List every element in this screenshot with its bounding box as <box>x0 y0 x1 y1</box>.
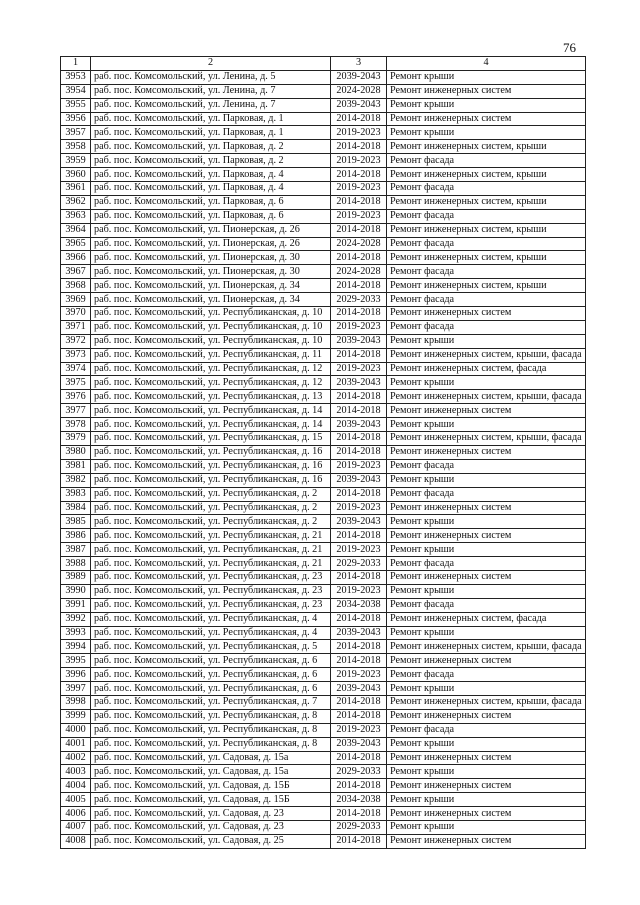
period-cell: 2014-2018 <box>331 112 387 126</box>
work-type-cell: Ремонт инженерных систем <box>387 807 586 821</box>
period-cell: 2014-2018 <box>331 834 387 848</box>
row-number-cell: 3973 <box>61 348 91 362</box>
work-type-cell: Ремонт крыши <box>387 515 586 529</box>
address-cell: раб. пос. Комсомольский, ул. Республиканская, д. 23 <box>91 598 331 612</box>
row-number-cell: 3969 <box>61 293 91 307</box>
table-row <box>61 765 586 779</box>
period-cell: 2014-2018 <box>331 432 387 446</box>
period-cell: 2014-2018 <box>331 404 387 418</box>
work-type-cell: Ремонт инженерных систем <box>387 529 586 543</box>
period-cell: 2014-2018 <box>331 223 387 237</box>
work-type-cell: Ремонт инженерных систем, крыши, фасада <box>387 348 586 362</box>
period-cell: 2019-2023 <box>331 584 387 598</box>
work-type-cell: Ремонт крыши <box>387 737 586 751</box>
period-cell: 2014-2018 <box>331 445 387 459</box>
row-number-cell: 3984 <box>61 501 91 515</box>
row-number-cell: 3997 <box>61 682 91 696</box>
row-number-cell: 3953 <box>61 70 91 84</box>
row-number-cell: 3954 <box>61 84 91 98</box>
work-type-cell: Ремонт фасада <box>387 320 586 334</box>
table-row <box>61 668 586 682</box>
table-row <box>61 154 586 168</box>
address-cell: раб. пос. Комсомольский, ул. Республиканская, д. 15 <box>91 432 331 446</box>
table-row <box>61 779 586 793</box>
column-header-period: 3 <box>331 57 387 71</box>
work-type-cell: Ремонт фасада <box>387 557 586 571</box>
address-cell: раб. пос. Комсомольский, ул. Пионерская, д. 34 <box>91 293 331 307</box>
period-cell: 2014-2018 <box>331 390 387 404</box>
period-cell: 2019-2023 <box>331 209 387 223</box>
address-cell: раб. пос. Комсомольский, ул. Пионерская, д. 26 <box>91 237 331 251</box>
table-row <box>61 237 586 251</box>
table-row <box>61 709 586 723</box>
address-cell: раб. пос. Комсомольский, ул. Садовая, д. 15Б <box>91 779 331 793</box>
row-number-cell: 3982 <box>61 473 91 487</box>
address-cell: раб. пос. Комсомольский, ул. Парковая, д. 1 <box>91 126 331 140</box>
work-type-cell: Ремонт крыши <box>387 376 586 390</box>
work-type-cell: Ремонт инженерных систем, крыши, фасада <box>387 695 586 709</box>
period-cell: 2024-2028 <box>331 84 387 98</box>
table-row <box>61 737 586 751</box>
page-number: 76 <box>563 40 576 55</box>
address-cell: раб. пос. Комсомольский, ул. Республиканская, д. 4 <box>91 626 331 640</box>
address-cell: раб. пос. Комсомольский, ул. Республиканская, д. 16 <box>91 473 331 487</box>
address-cell: раб. пос. Комсомольский, ул. Садовая, д. 15Б <box>91 793 331 807</box>
work-type-cell: Ремонт инженерных систем <box>387 84 586 98</box>
period-cell: 2014-2018 <box>331 640 387 654</box>
work-type-cell: Ремонт инженерных систем, крыши, фасада <box>387 640 586 654</box>
work-type-cell: Ремонт инженерных систем <box>387 112 586 126</box>
row-number-cell: 4000 <box>61 723 91 737</box>
address-cell: раб. пос. Комсомольский, ул. Республиканская, д. 13 <box>91 390 331 404</box>
table-row <box>61 751 586 765</box>
period-cell: 2014-2018 <box>331 751 387 765</box>
period-cell: 2014-2018 <box>331 348 387 362</box>
period-cell: 2014-2018 <box>331 695 387 709</box>
row-number-cell: 3992 <box>61 612 91 626</box>
work-type-cell: Ремонт инженерных систем, крыши <box>387 195 586 209</box>
address-cell: раб. пос. Комсомольский, ул. Садовая, д. 23 <box>91 807 331 821</box>
row-number-cell: 3993 <box>61 626 91 640</box>
table-row <box>61 807 586 821</box>
table-row <box>61 834 586 848</box>
row-number-cell: 3987 <box>61 543 91 557</box>
table-row <box>61 640 586 654</box>
period-cell: 2039-2043 <box>331 682 387 696</box>
repair-schedule-table <box>60 56 586 849</box>
work-type-cell: Ремонт крыши <box>387 126 586 140</box>
table-row <box>61 195 586 209</box>
address-cell: раб. пос. Комсомольский, ул. Республиканская, д. 2 <box>91 501 331 515</box>
work-type-cell: Ремонт крыши <box>387 820 586 834</box>
period-cell: 2039-2043 <box>331 70 387 84</box>
table-row <box>61 209 586 223</box>
work-type-cell: Ремонт инженерных систем <box>387 709 586 723</box>
address-cell: раб. пос. Комсомольский, ул. Садовая, д. 23 <box>91 820 331 834</box>
table-row <box>61 612 586 626</box>
work-type-cell: Ремонт фасада <box>387 154 586 168</box>
table-row <box>61 362 586 376</box>
row-number-cell: 3989 <box>61 570 91 584</box>
row-number-cell: 4006 <box>61 807 91 821</box>
work-type-cell: Ремонт фасада <box>387 182 586 196</box>
table-row <box>61 570 586 584</box>
address-cell: раб. пос. Комсомольский, ул. Республиканская, д. 12 <box>91 376 331 390</box>
row-number-cell: 3979 <box>61 432 91 446</box>
row-number-cell: 3990 <box>61 584 91 598</box>
period-cell: 2019-2023 <box>331 126 387 140</box>
address-cell: раб. пос. Комсомольский, ул. Республиканская, д. 14 <box>91 418 331 432</box>
address-cell: раб. пос. Комсомольский, ул. Республиканская, д. 8 <box>91 723 331 737</box>
table-row <box>61 390 586 404</box>
table-body <box>61 70 586 848</box>
work-type-cell: Ремонт инженерных систем <box>387 751 586 765</box>
period-cell: 2014-2018 <box>331 195 387 209</box>
work-type-cell: Ремонт инженерных систем, крыши, фасада <box>387 390 586 404</box>
row-number-cell: 3968 <box>61 279 91 293</box>
work-type-cell: Ремонт инженерных систем, фасада <box>387 612 586 626</box>
work-type-cell: Ремонт фасада <box>387 459 586 473</box>
table-row <box>61 723 586 737</box>
table-row <box>61 445 586 459</box>
work-type-cell: Ремонт инженерных систем <box>387 501 586 515</box>
period-cell: 2019-2023 <box>331 668 387 682</box>
address-cell: раб. пос. Комсомольский, ул. Садовая, д. 15а <box>91 751 331 765</box>
work-type-cell: Ремонт инженерных систем, крыши <box>387 223 586 237</box>
work-type-cell: Ремонт инженерных систем, крыши <box>387 279 586 293</box>
table-row <box>61 265 586 279</box>
column-header-address: 2 <box>91 57 331 71</box>
table-row <box>61 404 586 418</box>
row-number-cell: 3975 <box>61 376 91 390</box>
row-number-cell: 3991 <box>61 598 91 612</box>
table-row <box>61 654 586 668</box>
row-number-cell: 3976 <box>61 390 91 404</box>
row-number-cell: 3980 <box>61 445 91 459</box>
address-cell: раб. пос. Комсомольский, ул. Садовая, д. 25 <box>91 834 331 848</box>
row-number-cell: 3988 <box>61 557 91 571</box>
row-number-cell: 3962 <box>61 195 91 209</box>
table-row <box>61 529 586 543</box>
table-row <box>61 543 586 557</box>
address-cell: раб. пос. Комсомольский, ул. Парковая, д. 4 <box>91 182 331 196</box>
period-cell: 2034-2038 <box>331 793 387 807</box>
address-cell: раб. пос. Комсомольский, ул. Республиканская, д. 4 <box>91 612 331 626</box>
work-type-cell: Ремонт фасада <box>387 487 586 501</box>
row-number-cell: 3974 <box>61 362 91 376</box>
address-cell: раб. пос. Комсомольский, ул. Республиканская, д. 21 <box>91 557 331 571</box>
row-number-cell: 3959 <box>61 154 91 168</box>
period-cell: 2024-2028 <box>331 237 387 251</box>
row-number-cell: 4005 <box>61 793 91 807</box>
work-type-cell: Ремонт инженерных систем <box>387 404 586 418</box>
table-row <box>61 140 586 154</box>
address-cell: раб. пос. Комсомольский, ул. Пионерская, д. 30 <box>91 251 331 265</box>
work-type-cell: Ремонт крыши <box>387 626 586 640</box>
row-number-cell: 3972 <box>61 334 91 348</box>
row-number-cell: 4004 <box>61 779 91 793</box>
table-row <box>61 487 586 501</box>
row-number-cell: 3955 <box>61 98 91 112</box>
row-number-cell: 4008 <box>61 834 91 848</box>
work-type-cell: Ремонт фасада <box>387 723 586 737</box>
row-number-cell: 3971 <box>61 320 91 334</box>
work-type-cell: Ремонт крыши <box>387 765 586 779</box>
row-number-cell: 3977 <box>61 404 91 418</box>
period-cell: 2014-2018 <box>331 487 387 501</box>
address-cell: раб. пос. Комсомольский, ул. Республиканская, д. 5 <box>91 640 331 654</box>
address-cell: раб. пос. Комсомольский, ул. Республиканская, д. 21 <box>91 543 331 557</box>
address-cell: раб. пос. Комсомольский, ул. Парковая, д. 2 <box>91 154 331 168</box>
period-cell: 2039-2043 <box>331 626 387 640</box>
address-cell: раб. пос. Комсомольский, ул. Республиканская, д. 10 <box>91 307 331 321</box>
address-cell: раб. пос. Комсомольский, ул. Пионерская, д. 26 <box>91 223 331 237</box>
row-number-cell: 4007 <box>61 820 91 834</box>
table-row <box>61 557 586 571</box>
row-number-cell: 3966 <box>61 251 91 265</box>
table-row <box>61 112 586 126</box>
period-cell: 2014-2018 <box>331 654 387 668</box>
row-number-cell: 3967 <box>61 265 91 279</box>
address-cell: раб. пос. Комсомольский, ул. Ленина, д. 7 <box>91 98 331 112</box>
row-number-cell: 3978 <box>61 418 91 432</box>
row-number-cell: 3958 <box>61 140 91 154</box>
period-cell: 2019-2023 <box>331 723 387 737</box>
row-number-cell: 3961 <box>61 182 91 196</box>
address-cell: раб. пос. Комсомольский, ул. Республиканская, д. 10 <box>91 320 331 334</box>
column-header-number: 1 <box>61 57 91 71</box>
row-number-cell: 3996 <box>61 668 91 682</box>
address-cell: раб. пос. Комсомольский, ул. Пионерская, д. 30 <box>91 265 331 279</box>
period-cell: 2039-2043 <box>331 334 387 348</box>
work-type-cell: Ремонт крыши <box>387 584 586 598</box>
address-cell: раб. пос. Комсомольский, ул. Республиканская, д. 21 <box>91 529 331 543</box>
period-cell: 2014-2018 <box>331 279 387 293</box>
period-cell: 2014-2018 <box>331 251 387 265</box>
period-cell: 2014-2018 <box>331 612 387 626</box>
address-cell: раб. пос. Комсомольский, ул. Республиканская, д. 6 <box>91 682 331 696</box>
period-cell: 2014-2018 <box>331 307 387 321</box>
table-row <box>61 293 586 307</box>
row-number-cell: 3956 <box>61 112 91 126</box>
row-number-cell: 3964 <box>61 223 91 237</box>
address-cell: раб. пос. Комсомольский, ул. Республиканская, д. 2 <box>91 487 331 501</box>
period-cell: 2014-2018 <box>331 709 387 723</box>
table-row <box>61 820 586 834</box>
work-type-cell: Ремонт инженерных систем <box>387 834 586 848</box>
work-type-cell: Ремонт крыши <box>387 793 586 807</box>
table-row <box>61 182 586 196</box>
row-number-cell: 3970 <box>61 307 91 321</box>
period-cell: 2039-2043 <box>331 98 387 112</box>
table-row <box>61 695 586 709</box>
address-cell: раб. пос. Комсомольский, ул. Республиканская, д. 11 <box>91 348 331 362</box>
address-cell: раб. пос. Комсомольский, ул. Республиканская, д. 23 <box>91 584 331 598</box>
table-row <box>61 320 586 334</box>
address-cell: раб. пос. Комсомольский, ул. Республиканская, д. 10 <box>91 334 331 348</box>
period-cell: 2039-2043 <box>331 376 387 390</box>
period-cell: 2024-2028 <box>331 265 387 279</box>
period-cell: 2014-2018 <box>331 570 387 584</box>
address-cell: раб. пос. Комсомольский, ул. Садовая, д. 15а <box>91 765 331 779</box>
work-type-cell: Ремонт крыши <box>387 98 586 112</box>
work-type-cell: Ремонт крыши <box>387 473 586 487</box>
work-type-cell: Ремонт фасада <box>387 209 586 223</box>
address-cell: раб. пос. Комсомольский, ул. Ленина, д. 7 <box>91 84 331 98</box>
period-cell: 2039-2043 <box>331 515 387 529</box>
period-cell: 2029-2033 <box>331 820 387 834</box>
table-row <box>61 584 586 598</box>
period-cell: 2019-2023 <box>331 543 387 557</box>
address-cell: раб. пос. Комсомольский, ул. Республиканская, д. 8 <box>91 709 331 723</box>
period-cell: 2014-2018 <box>331 168 387 182</box>
period-cell: 2019-2023 <box>331 459 387 473</box>
table-row <box>61 84 586 98</box>
work-type-cell: Ремонт фасада <box>387 237 586 251</box>
address-cell: раб. пос. Комсомольский, ул. Республиканская, д. 12 <box>91 362 331 376</box>
address-cell: раб. пос. Комсомольский, ул. Республиканская, д. 6 <box>91 654 331 668</box>
address-cell: раб. пос. Комсомольский, ул. Парковая, д. 6 <box>91 209 331 223</box>
address-cell: раб. пос. Комсомольский, ул. Пионерская, д. 34 <box>91 279 331 293</box>
table-row <box>61 307 586 321</box>
row-number-cell: 3957 <box>61 126 91 140</box>
table-row <box>61 473 586 487</box>
work-type-cell: Ремонт крыши <box>387 543 586 557</box>
address-cell: раб. пос. Комсомольский, ул. Республиканская, д. 2 <box>91 515 331 529</box>
address-cell: раб. пос. Комсомольский, ул. Республиканская, д. 16 <box>91 445 331 459</box>
period-cell: 2019-2023 <box>331 501 387 515</box>
address-cell: раб. пос. Комсомольский, ул. Парковая, д. 4 <box>91 168 331 182</box>
table-row <box>61 418 586 432</box>
period-cell: 2019-2023 <box>331 362 387 376</box>
address-cell: раб. пос. Комсомольский, ул. Республиканская, д. 16 <box>91 459 331 473</box>
address-cell: раб. пос. Комсомольский, ул. Республиканская, д. 6 <box>91 668 331 682</box>
period-cell: 2029-2033 <box>331 293 387 307</box>
table-row <box>61 126 586 140</box>
period-cell: 2039-2043 <box>331 473 387 487</box>
row-number-cell: 3998 <box>61 695 91 709</box>
period-cell: 2014-2018 <box>331 140 387 154</box>
table-row <box>61 626 586 640</box>
row-number-cell: 3986 <box>61 529 91 543</box>
row-number-cell: 3995 <box>61 654 91 668</box>
address-cell: раб. пос. Комсомольский, ул. Республиканская, д. 23 <box>91 570 331 584</box>
period-cell: 2019-2023 <box>331 320 387 334</box>
table-row <box>61 168 586 182</box>
period-cell: 2039-2043 <box>331 737 387 751</box>
row-number-cell: 4002 <box>61 751 91 765</box>
address-cell: раб. пос. Комсомольский, ул. Парковая, д. 2 <box>91 140 331 154</box>
work-type-cell: Ремонт фасада <box>387 265 586 279</box>
period-cell: 2019-2023 <box>331 154 387 168</box>
address-cell: раб. пос. Комсомольский, ул. Парковая, д. 6 <box>91 195 331 209</box>
work-type-cell: Ремонт инженерных систем <box>387 570 586 584</box>
work-type-cell: Ремонт инженерных систем, крыши <box>387 251 586 265</box>
address-cell: раб. пос. Комсомольский, ул. Ленина, д. 5 <box>91 70 331 84</box>
address-cell: раб. пос. Комсомольский, ул. Парковая, д. 1 <box>91 112 331 126</box>
work-type-cell: Ремонт крыши <box>387 418 586 432</box>
table-row <box>61 70 586 84</box>
work-type-cell: Ремонт крыши <box>387 682 586 696</box>
work-type-cell: Ремонт инженерных систем <box>387 307 586 321</box>
period-cell: 2034-2038 <box>331 598 387 612</box>
table-row <box>61 376 586 390</box>
row-number-cell: 4001 <box>61 737 91 751</box>
row-number-cell: 3963 <box>61 209 91 223</box>
table-row <box>61 279 586 293</box>
row-number-cell: 3983 <box>61 487 91 501</box>
work-type-cell: Ремонт крыши <box>387 334 586 348</box>
table-row <box>61 598 586 612</box>
work-type-cell: Ремонт инженерных систем, крыши <box>387 140 586 154</box>
work-type-cell: Ремонт фасада <box>387 668 586 682</box>
table-row <box>61 432 586 446</box>
table-row <box>61 334 586 348</box>
period-cell: 2029-2033 <box>331 765 387 779</box>
row-number-cell: 3999 <box>61 709 91 723</box>
work-type-cell: Ремонт фасада <box>387 293 586 307</box>
table-row <box>61 98 586 112</box>
address-cell: раб. пос. Комсомольский, ул. Республиканская, д. 7 <box>91 695 331 709</box>
table-row <box>61 682 586 696</box>
work-type-cell: Ремонт крыши <box>387 70 586 84</box>
row-number-cell: 4003 <box>61 765 91 779</box>
period-cell: 2014-2018 <box>331 779 387 793</box>
period-cell: 2019-2023 <box>331 182 387 196</box>
work-type-cell: Ремонт инженерных систем <box>387 779 586 793</box>
work-type-cell: Ремонт инженерных систем, крыши, фасада <box>387 432 586 446</box>
row-number-cell: 3960 <box>61 168 91 182</box>
work-type-cell: Ремонт инженерных систем, фасада <box>387 362 586 376</box>
address-cell: раб. пос. Комсомольский, ул. Республиканская, д. 14 <box>91 404 331 418</box>
table-row <box>61 223 586 237</box>
table-row <box>61 515 586 529</box>
table-row <box>61 251 586 265</box>
row-number-cell: 3985 <box>61 515 91 529</box>
table-row <box>61 459 586 473</box>
period-cell: 2029-2033 <box>331 557 387 571</box>
address-cell: раб. пос. Комсомольский, ул. Республиканская, д. 8 <box>91 737 331 751</box>
work-type-cell: Ремонт инженерных систем <box>387 445 586 459</box>
period-cell: 2014-2018 <box>331 807 387 821</box>
work-type-cell: Ремонт инженерных систем, крыши <box>387 168 586 182</box>
period-cell: 2014-2018 <box>331 529 387 543</box>
table-row <box>61 501 586 515</box>
table-row <box>61 793 586 807</box>
table-header-row <box>61 57 586 71</box>
work-type-cell: Ремонт инженерных систем <box>387 654 586 668</box>
row-number-cell: 3965 <box>61 237 91 251</box>
column-header-work-type: 4 <box>387 57 586 71</box>
work-type-cell: Ремонт фасада <box>387 598 586 612</box>
row-number-cell: 3994 <box>61 640 91 654</box>
table-row <box>61 348 586 362</box>
row-number-cell: 3981 <box>61 459 91 473</box>
period-cell: 2039-2043 <box>331 418 387 432</box>
